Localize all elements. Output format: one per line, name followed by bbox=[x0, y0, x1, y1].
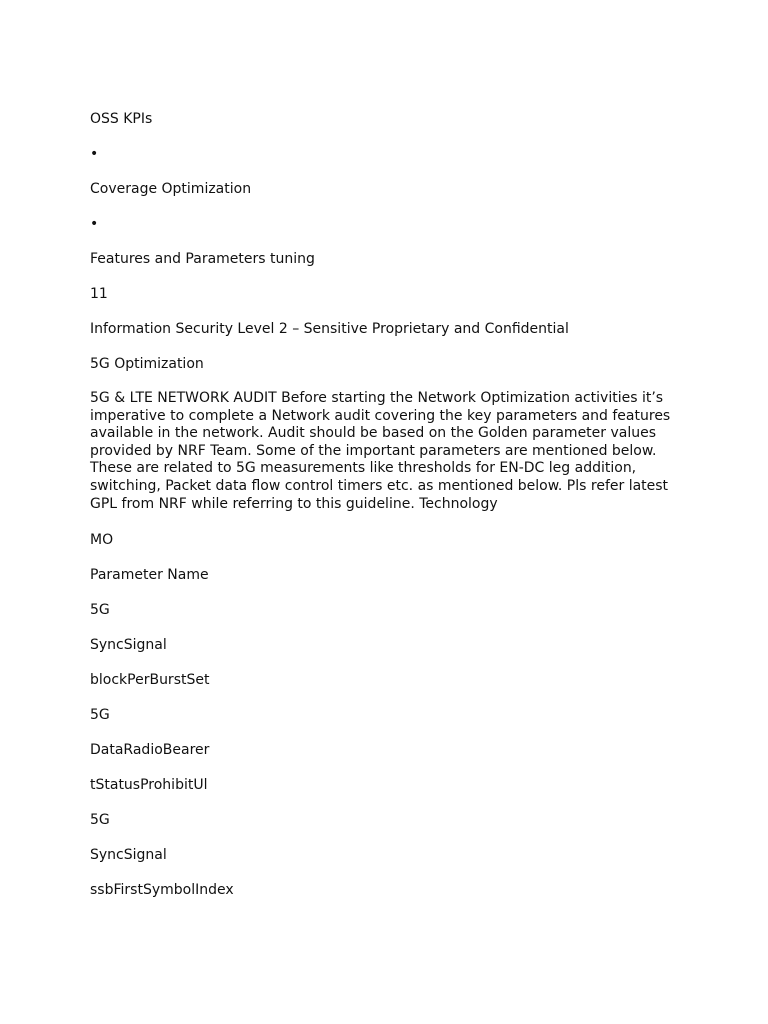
network-audit-paragraph: 5G & LTE NETWORK AUDIT Before starting the Network Optimization activities it’s imperative to complete a Network audit covering the key parameters and features available in the network. Audit should be based on the Golden parameter values provided by NRF Team. Some of the important parameters are mentioned below. These are related to 5G measurements like thresholds for EN-DC leg addition, switching, Packet data flow control timers etc. as mentioned below. Pls refer latest GPL from NRF while referring to this guideline. Technology bbox=[90, 390, 671, 512]
security-classification: Information Security Level 2 – Sensitive Proprietary and Confidential bbox=[90, 321, 569, 337]
table-cell-mo: SyncSignal bbox=[90, 847, 167, 864]
section-title-5g-optimization: 5G Optimization bbox=[90, 356, 204, 372]
table-cell-parameter: ssbFirstSymbolIndex bbox=[90, 882, 234, 899]
bullet-item-features-tuning: Features and Parameters tuning bbox=[90, 251, 315, 267]
table-cell-mo: SyncSignal bbox=[90, 637, 167, 654]
table-cell-parameter: tStatusProhibitUl bbox=[90, 777, 208, 794]
table-cell-parameter: blockPerBurstSet bbox=[90, 672, 210, 689]
bullet-marker: • bbox=[90, 146, 99, 162]
bullet-marker: • bbox=[90, 216, 99, 232]
table-cell-technology: 5G bbox=[90, 812, 110, 829]
table-cell-mo: DataRadioBearer bbox=[90, 742, 210, 759]
table-header-mo: MO bbox=[90, 532, 114, 549]
table-cell-technology: 5G bbox=[90, 707, 110, 724]
bullet-item-coverage-optimization: Coverage Optimization bbox=[90, 181, 252, 197]
page-number: 11 bbox=[90, 286, 108, 302]
section-heading-oss-kpis: OSS KPIs bbox=[90, 111, 153, 127]
table-cell-technology: 5G bbox=[90, 602, 110, 619]
table-header-parameter-name: Parameter Name bbox=[90, 567, 209, 584]
document-body bbox=[90, 110, 680, 916]
